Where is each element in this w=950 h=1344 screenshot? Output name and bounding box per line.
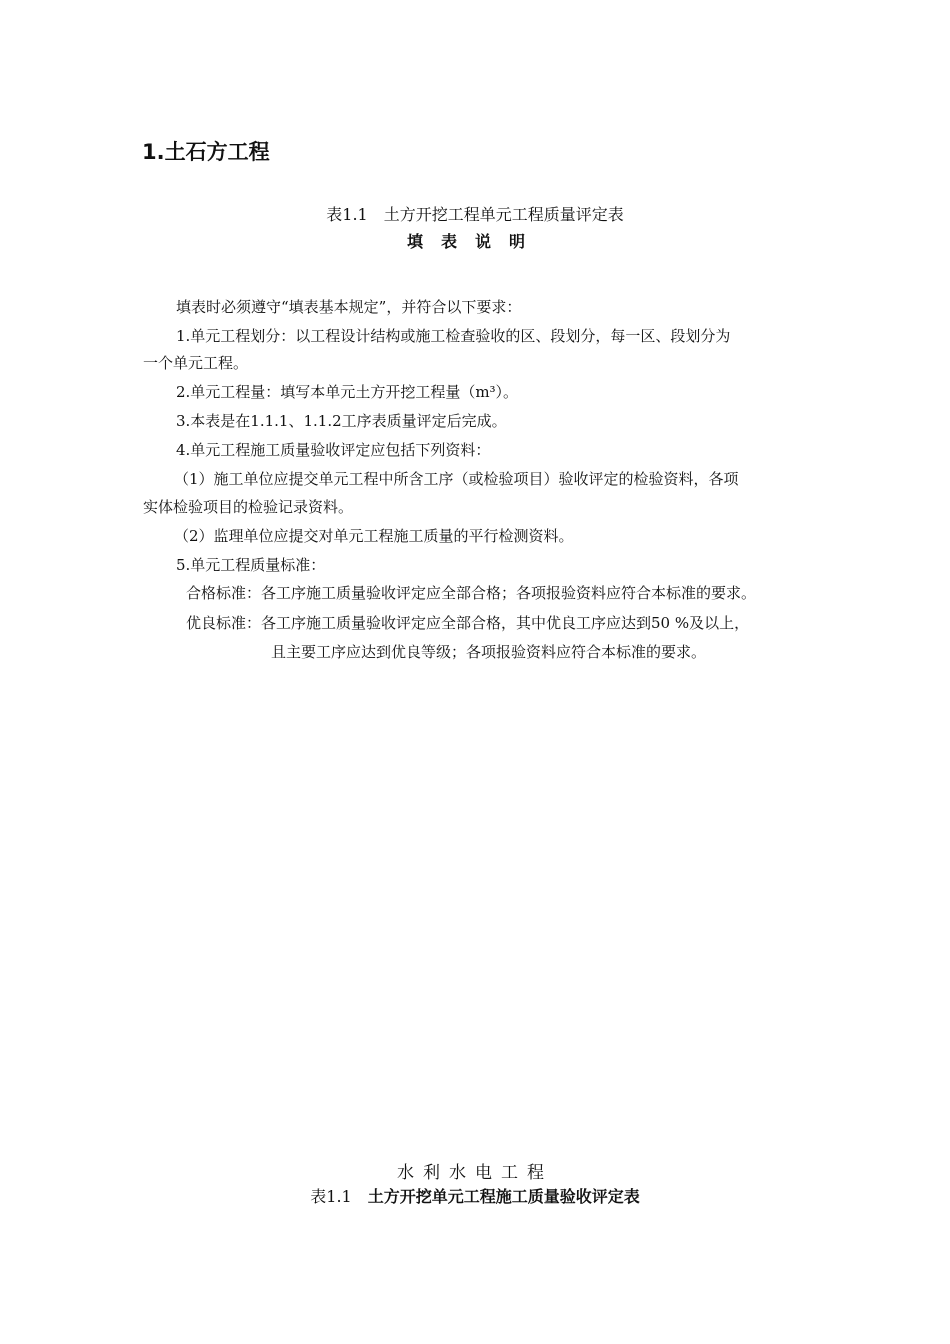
item-1-line-1: 1.单元工程划分：以工程设计结构或施工检查验收的区、段划分，每一区、段划分为	[176, 327, 731, 345]
item-4: 4.单元工程施工质量验收评定应包括下列资料：	[176, 441, 491, 459]
section-heading: 1.土石方工程	[142, 140, 270, 164]
item-3: 3.本表是在1.1.1、1.1.2工序表质量评定后完成。	[176, 412, 507, 430]
table-number: 表1.1	[326, 205, 368, 224]
item-2: 2.单元工程量：填写本单元土方开挖工程量（m³）。	[176, 383, 519, 401]
item-5: 5.单元工程质量标准：	[176, 556, 326, 574]
excellent-standard	[186, 613, 749, 633]
item-4-sub-2: （2）监理单位应提交对单元工程施工质量的平行检测资料。	[174, 527, 574, 545]
excellent-text-line-1: 各工序施工质量验收评定应全部合格，其中优良工序应达到50 %及以上，	[261, 614, 750, 632]
item-4-sub-1-line-2: 实体检验项目的检验记录资料。	[143, 498, 354, 516]
item-1-line-2: 一个单元工程。	[143, 354, 249, 372]
table-name: 土方开挖工程单元工程质量评定表	[383, 205, 624, 224]
fill-instructions-title: 填表说明	[406, 232, 543, 251]
qualified-label: 合格标准：	[186, 584, 262, 602]
intro-paragraph: 填表时必须遵守“填表基本规定”，并符合以下要求：	[176, 298, 522, 316]
footer-table-title	[0, 1184, 950, 1207]
excellent-label: 优良标准：	[186, 614, 262, 632]
item-4-sub-1-line-1: （1）施工单位应提交单元工程中所含工序（或检验项目）验收评定的检验资料，各项	[174, 470, 739, 488]
qualified-standard	[186, 583, 756, 603]
footer-table-name: 土方开挖单元工程施工质量验收评定表	[367, 1187, 640, 1206]
footer-table-number: 表1.1	[310, 1187, 352, 1206]
footer-org: 水利水电工程	[397, 1163, 553, 1183]
table-title	[0, 202, 950, 225]
excellent-text-line-2: 且主要工序应达到优良等级；各项报验资料应符合本标准的要求。	[271, 643, 707, 661]
qualified-text: 各工序施工质量验收评定应全部合格；各项报验资料应符合本标准的要求。	[261, 584, 757, 602]
